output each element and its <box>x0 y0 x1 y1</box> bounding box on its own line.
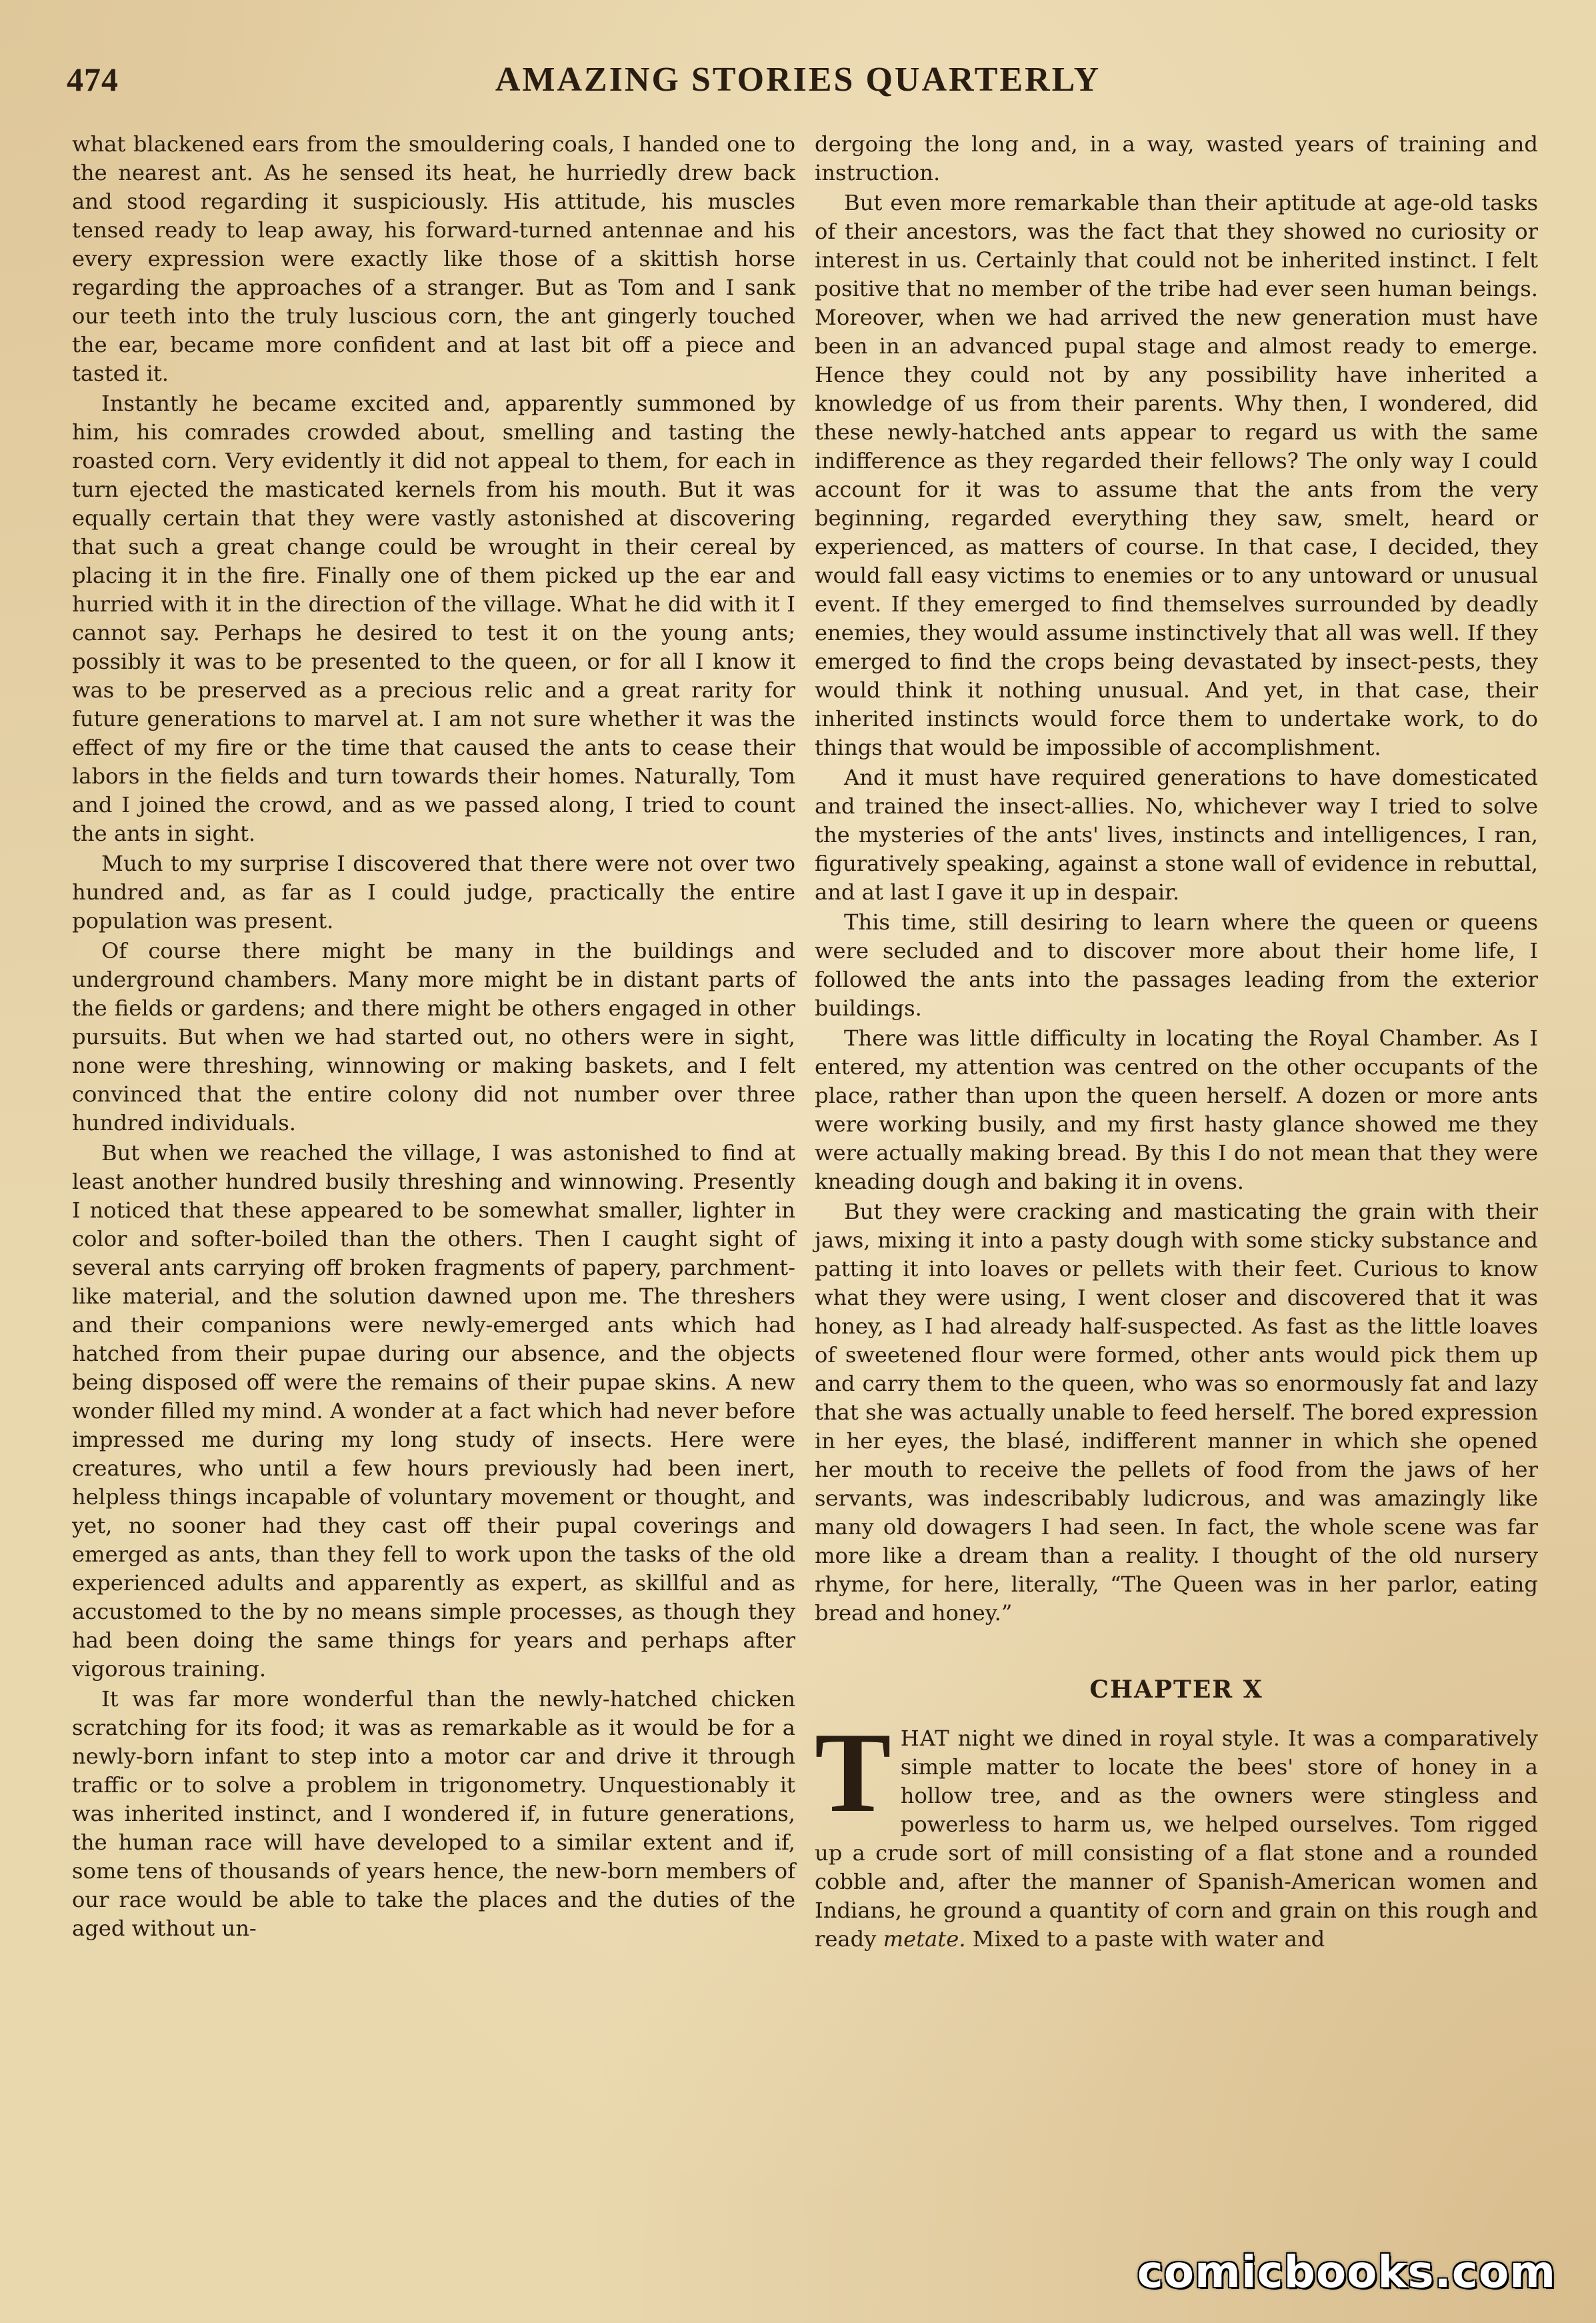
paragraph: dergoing the long and, in a way, wasted years of training and instruction. <box>815 131 1538 185</box>
watermark: comicbooks.com <box>1137 2246 1556 2298</box>
paragraph: Of course there might be many in the buildings and underground chambers. Many more might be in distant parts of the fields or gardens; and there might be others engaged in other pursuits. But when we had started out, no others were in sight, none were threshing, winnowing or making baskets, and I felt convinced that the entire colony did not number over three hundred individuals. <box>72 938 795 1135</box>
paragraph: But they were cracking and masticating the grain with their jaws, mixing it into a pasty dough with some sticky substance and patting it into loaves or pellets with their feet. Curious to know what they were using, I went closer and discovered that it was honey, as I had already half-suspected. As fast as the little loaves of sweetened flour were formed, other ants would pick them up and carry them to the queen, who was so enormously fat and lazy that she was actually unable to feed herself. The bored expression in her eyes, the blasé, indifferent manner in which she opened her mouth to receive the pellets of food from the jaws of her servants, was indescribably ludicrous, and was amazingly like many old dowagers I had seen. In fact, the whole scene was far more like a dream than a reality. I thought of the old nursery rhyme, for here, literally, “The Queen was in her parlor, eating bread and honey.” <box>815 1199 1538 1626</box>
chapter-heading: CHAPTER X <box>1089 1676 1263 1704</box>
opening-text: night we dined in royal style. It was a comparatively simple matter to locate the bees' store of honey in a hollow tree, and as the owners were stingless and powerless to harm us, we helped ourselves. Tom rigged up a crude sort of mill consisting of a flat stone and a rounded cobble and, after the manner of Spanish-American women and Indians, he ground a quantity of corn and grain on this rough and ready <box>815 1726 1538 1952</box>
paragraph: But when we reached the village, I was astonished to find at least another hundred busily threshing and winnowing. Presently I noticed that these appeared to be somewhat smaller, lighter in color and softer-boiled than the others. Then I caught sight of several ants carrying off broken fragments of papery, parchment-like material, and the solution dawned upon me. The threshers and their companions were newly-emerged ants which had hatched from their pupae during our absence, and the objects being disposed off were the remains of their pupae skins. A new wonder filled my mind. A wonder at a fact which had never before impressed me during my long study of insects. Here were creatures, who until a few hours previously had been inert, helpless things incapable of voluntary movement or thought, and yet, no sooner had they cast off their pupal coverings and emerged as ants, than they fell to work upon the tasks of the old experienced adults and apparently as expert, as skillful and as accustomed to the by no means simple processes, as though they had been doing the same things for years and perhaps after vigorous training. <box>72 1140 795 1682</box>
paragraph: Much to my surprise I discovered that there were not over two hundred and, as far as I could judge, practically the entire population was present. <box>72 851 795 933</box>
italic-word: metate. <box>883 1926 966 1952</box>
chapter-opening-paragraph <box>815 1710 1538 1954</box>
paragraph: Instantly he became excited and, apparently summoned by him, his comrades crowded about, smelling and tasting the roasted corn. Very evidently it did not appeal to them, for each in turn ejected the masticated kernels from his mouth. But it was equally certain that they were vastly astonished at discovering that such a great change could be wrought in their cereal by placing it in the fire. Finally one of them picked up the ear and hurried with it in the direction of the village. What he did with it I cannot say. Perhaps he desired to test it on the young ants; possibly it was to be presented to the queen, or for all I know it was to be preserved as a precious relic and a great rarity for future generations to marvel at. I am not sure whether it was the effect of my fire or the time that caused the ants to cease their labors in the fields and turn towards their homes. Naturally, Tom and I joined the crowd, and as we passed along, I tried to count the ants in sight. <box>72 391 795 846</box>
paragraph: There was little difficulty in locating the Royal Chamber. As I entered, my attention was centred on the other occupants of the place, rather than upon the queen herself. A dozen or more ants were working busily, and my first hasty glance showed me they were actually making bread. By this I do not mean that they were kneading dough and baking it in ovens. <box>815 1025 1538 1194</box>
page-header <box>67 52 1529 112</box>
opening-caps: HAT <box>900 1726 950 1751</box>
paragraph: But even more remarkable than their aptitude at age-old tasks of their ancestors, was the fact that they showed no curiosity or interest in us. Certainly that could not be inherited instinct. I felt positive that no member of the tribe had ever seen human beings. Moreover, when we had arrived the new generation must have been in an advanced pupal stage and almost ready to emerge. Hence they could not by any possibility have inherited a knowledge of us from their parents. Why then, I wondered, did these newly-hatched ants appear to regard us with the same indifference as they regarded their fellows? The only way I could account for it was to assume that the ants from the very beginning, regarded everything they saw, smelt, heard or experienced, as matters of course. In that case, I decided, they would fall easy victims to enemies or to any untoward or unusual event. If they emerged to find themselves surrounded by deadly enemies, they would assume instinctively that all was well. If they emerged to find the crops being devastated by insect-pests, they would think it nothing unusual. And yet, in that case, their inherited instincts would force them to undertake work, to do things that would be impossible of accomplishment. <box>815 190 1538 760</box>
left-column <box>72 130 795 1944</box>
paragraph: what blackened ears from the smouldering coals, I handed one to the nearest ant. As he sensed its heat, he hurriedly drew back and stood regarding it suspiciously. His attitude, his muscles tensed ready to leap away, his forward-turned antennae and his every expression were exactly like those of a skittish horse regarding the approaches of a stranger. But as Tom and I sank our teeth into the truly luscious corn, the ant gingerly touched the ear, became more confident and at last bit off a piece and tasted it. <box>72 131 795 386</box>
opening-tail: Mixed to a paste with water and <box>965 1926 1325 1952</box>
running-head: AMAZING STORIES QUARTERLY <box>495 61 1101 99</box>
right-column <box>815 130 1538 1955</box>
paragraph: This time, still desiring to learn where the queen or queens were secluded and to discover more about their home life, I followed the ants into the passages leading from the exterior buildings. <box>815 909 1538 1021</box>
paragraph: It was far more wonderful than the newly-hatched chicken scratching for its food; it was as remarkable as it would be for a newly-born infant to step into a motor car and drive it through traffic or to solve a problem in trigonometry. Unquestionably it was inherited instinct, and I wondered if, in future generations, the human race will have developed to a similar extent and if, some tens of thousands of years hence, the new-born members of our race would be able to take the places and the duties of the aged without un- <box>72 1686 795 1941</box>
page-number: 474 <box>67 61 119 98</box>
drop-cap: T <box>815 1710 891 1836</box>
paragraph: And it must have required generations to have domesticated and trained the insect-allies. No, whichever way I tried to solve the mysteries of the ants' lives, instincts and intelligences, I ran, figuratively speaking, against a stone wall of evidence in rebuttal, and at last I gave it up in despair. <box>815 765 1538 905</box>
